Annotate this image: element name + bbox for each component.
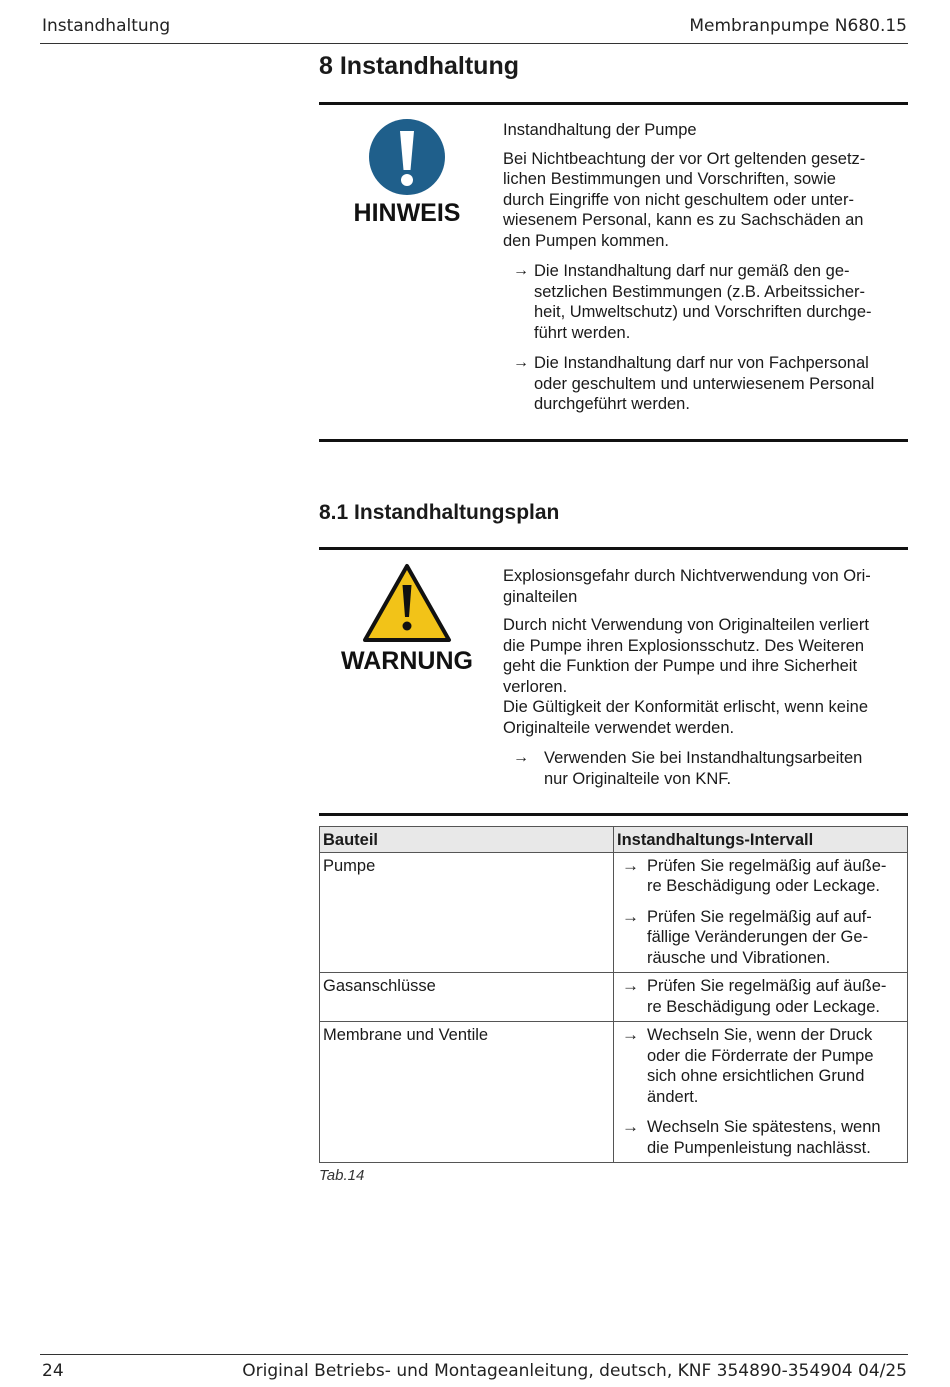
exclamation-circle-icon bbox=[368, 118, 446, 196]
list-item: → Die Instandhaltung darf nur von Fachpersonal oder geschultem und unterwiesenem Personal durchgeführt werden. bbox=[513, 354, 875, 413]
notice-signal bbox=[322, 118, 492, 228]
arrow-right-icon: → bbox=[622, 906, 639, 926]
list-item: → Wechseln Sie, wenn der Druck oder die Förderrate der Pumpe sich ohne ersichtlichen Grund ändert. bbox=[622, 1025, 874, 1106]
cell-component: Pumpe bbox=[320, 852, 614, 973]
header-divider bbox=[40, 43, 908, 44]
document-reference: Original Betriebs- und Montageanleitung, deutsch, KNF 354890-354904 04/25 bbox=[242, 1361, 907, 1381]
arrow-right-icon: → bbox=[622, 976, 639, 995]
footer-divider bbox=[40, 1354, 908, 1355]
cell-interval bbox=[614, 852, 908, 973]
warning-body: Durch nicht Verwendung von Originalteilen verliert die Pumpe ihren Explosionsschutz. Des Weiteren geht die Funktion der Pumpe und ihre Sicherheit verloren. Die Gültigkeit der Konformität erlischt, wenn keine Originalteile verwendet werden. bbox=[503, 616, 869, 737]
list-item: → Die Instandhaltung darf nur gemäß den ge- setzlichen Bestimmungen (z.B. Arbeitssicher- heit, Umweltschutz) und Vorschriften durchge- führt werden. bbox=[513, 262, 872, 342]
cell-component: Gasanschlüsse bbox=[320, 973, 614, 1022]
list-item: → Prüfen Sie regelmäßig auf äuße- re Beschädigung oder Leckage. bbox=[622, 976, 887, 1016]
notice-bottom-rule bbox=[319, 439, 908, 442]
notice-instructions bbox=[503, 261, 903, 415]
column-header-interval: Instandhaltungs-Intervall bbox=[614, 827, 908, 853]
section-heading: 8 Instandhaltung bbox=[319, 52, 519, 80]
table-row bbox=[320, 973, 908, 1022]
maintenance-table bbox=[319, 826, 908, 1163]
warning-signal-word: WARNUNG bbox=[341, 647, 473, 675]
arrow-right-icon: → bbox=[622, 1025, 639, 1044]
table-row bbox=[320, 1022, 908, 1163]
notice-signal-word: HINWEIS bbox=[353, 199, 461, 227]
notice-text bbox=[503, 120, 903, 425]
arrow-right-icon: → bbox=[513, 262, 529, 279]
arrow-right-icon: → bbox=[513, 354, 529, 371]
cell-component: Membrane und Ventile bbox=[320, 1022, 614, 1163]
arrow-right-icon: → bbox=[622, 855, 639, 875]
subsection-heading: 8.1 Instandhaltungsplan bbox=[319, 501, 560, 524]
cell-interval bbox=[614, 1022, 908, 1163]
running-header-product: Membranpumpe N680.15 bbox=[689, 16, 907, 36]
cell-interval bbox=[614, 973, 908, 1022]
notice-title: Instandhaltung der Pumpe bbox=[503, 121, 697, 139]
warning-top-rule bbox=[319, 547, 908, 550]
warning-text bbox=[503, 566, 903, 799]
list-item: → Wechseln Sie spätestens, wenn die Pumpenleistung nachlässt. bbox=[622, 1117, 881, 1157]
list-item: → Prüfen Sie regelmäßig auf äuße- re Beschädigung oder Leckage. bbox=[622, 855, 887, 895]
table-row bbox=[320, 852, 908, 973]
list-item: → Prüfen Sie regelmäßig auf auf- fällige Veränderungen der Ge- räusche und Vibrationen. bbox=[622, 906, 872, 967]
arrow-right-icon: → bbox=[622, 1117, 639, 1136]
warning-instructions bbox=[503, 748, 903, 789]
page-number: 24 bbox=[42, 1361, 64, 1381]
warning-triangle-icon bbox=[362, 563, 452, 643]
table-caption: Tab.14 bbox=[319, 1167, 365, 1184]
warning-title: Explosionsgefahr durch Nichtverwendung von Ori- ginalteilen bbox=[503, 567, 871, 606]
warning-bottom-rule bbox=[319, 813, 908, 816]
running-header-chapter: Instandhaltung bbox=[42, 16, 171, 36]
column-header-component: Bauteil bbox=[320, 827, 614, 853]
arrow-right-icon: → bbox=[513, 749, 529, 766]
warning-signal bbox=[322, 563, 492, 676]
notice-body: Bei Nichtbeachtung der vor Ort geltenden gesetz- lichen Bestimmungen und Vorschriften, sowie durch Eingriffe von nicht geschultem oder unter- wiesenem Personal, kann es zu Sachschäden an den Pumpen kommen. bbox=[503, 149, 866, 250]
table-header-row bbox=[320, 827, 908, 853]
list-item: → Verwenden Sie bei Instandhaltungsarbeiten nur Originalteile von KNF. bbox=[513, 749, 863, 788]
notice-top-rule bbox=[319, 102, 908, 105]
